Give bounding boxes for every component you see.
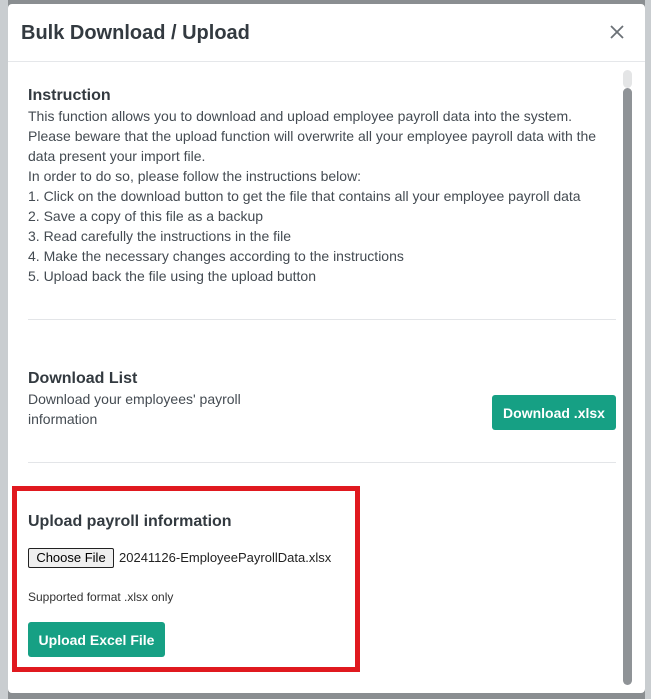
supported-format-note: Supported format .xlsx only [28, 590, 174, 604]
divider [28, 319, 616, 320]
instruction-step: 4. Make the necessary changes according to the instructions [28, 248, 404, 264]
background-page [0, 0, 8, 699]
close-icon [608, 23, 626, 41]
instruction-step: 3. Read carefully the instructions in the file [28, 228, 292, 244]
instruction-step: 1. Click on the download button to get the file that contains all your employee payroll data [28, 188, 581, 204]
instruction-line: This function allows you to download and upload employee payroll data into the system. [28, 108, 572, 124]
modal-header [8, 4, 645, 62]
background-page-right [645, 0, 651, 699]
modal-title: Bulk Download / Upload [21, 22, 250, 44]
download-title: Download List [28, 370, 138, 387]
instruction-line: data present your import file. [28, 148, 206, 164]
upload-excel-button[interactable]: Upload Excel File [28, 622, 165, 657]
instruction-text [28, 106, 618, 286]
scrollbar-thumb[interactable] [623, 88, 632, 685]
instruction-line: In order to do so, please follow the instructions below: [28, 168, 362, 184]
divider [28, 462, 616, 463]
selected-file-name: 20241126-EmployeePayrollData.xlsx [119, 550, 332, 565]
scrollbar-top-area[interactable] [623, 70, 632, 88]
highlight-box [12, 486, 360, 672]
instruction-line: Please beware that the upload function will overwrite all your employee payroll data with the [28, 128, 597, 144]
bulk-download-upload-modal [8, 4, 645, 693]
upload-title: Upload payroll information [28, 513, 232, 530]
download-xlsx-button[interactable]: Download .xlsx [492, 395, 616, 430]
instruction-step: 5. Upload back the file using the upload button [28, 268, 316, 284]
instruction-title: Instruction [28, 87, 111, 104]
instruction-step: 2. Save a copy of this file as a backup [28, 208, 264, 224]
choose-file-button[interactable]: Choose File [28, 548, 114, 568]
download-description-line: information [28, 411, 98, 427]
download-description-line: Download your employees' payroll [28, 391, 241, 407]
close-button[interactable] [608, 23, 626, 41]
download-description [28, 389, 328, 429]
